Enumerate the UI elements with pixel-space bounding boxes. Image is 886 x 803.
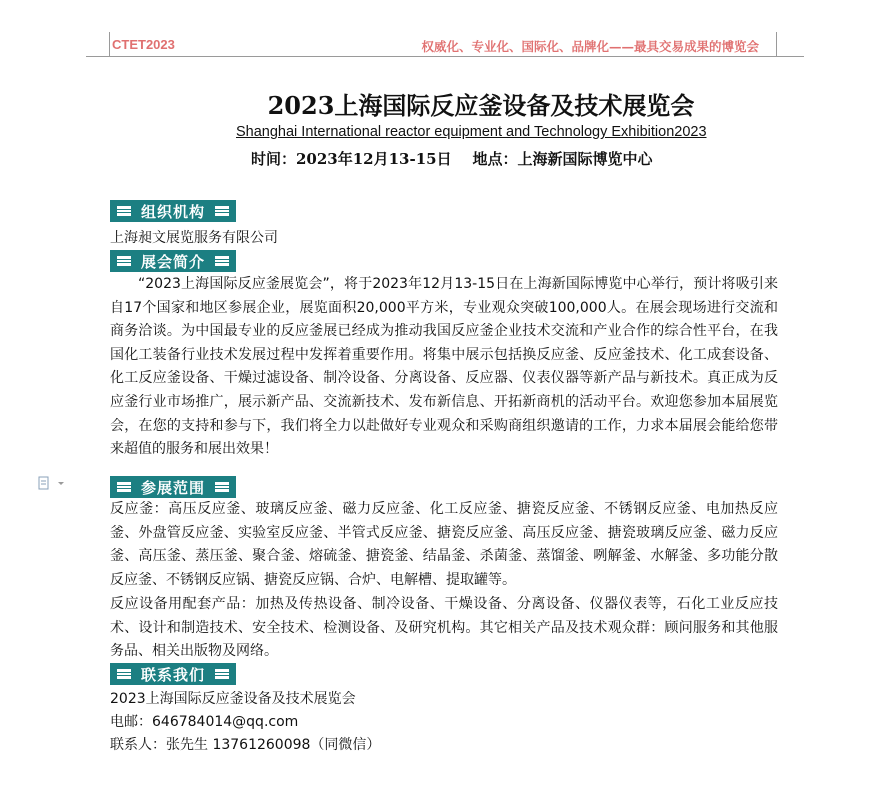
menu-bars-icon [117, 206, 131, 216]
menu-bars-icon [215, 669, 229, 679]
header-brand: CTET2023 [112, 37, 175, 52]
page-subtitle: Shanghai International reactor equipment and Technology Exhibition2023 [236, 124, 707, 140]
menu-bars-icon [215, 482, 229, 492]
section-title: 参展范围 [141, 478, 206, 497]
section-header-organization [110, 200, 236, 222]
intro-paragraph: “2023上海国际反应釜展览会”，将于2023年12月13-15日在上海新国际博览中心举行，预计将吸引来自17个国家和地区参展企业，展览面积20,000平方米，专业观众突破100,000人。在展会现场进行交流和商务洽谈。为中国最专业的反应釜展已经成为推动我国反应釜企业技术交流和产业合作的综合性平台，在我国化工装备行业技术发展过程中发挥着重要作用。将集中展示包括换反应釜、反应釜技术、化工成套设备、化工反应釜设备、干燥过滤设备、制冷设备、分离设备、反应器、仪表仪器等新产品与新技术。真正成为反应釜行业市场推广，展示新产品、交流新技术、发布新信息、开拓新商机的活动平台。欢迎您参加本届展览会，在您的支持和参与下，我们将全力以赴做好专业观众和采购商组织邀请的工作，力求本届展会能给您带来超值的服务和展出效果！ [110, 276, 778, 458]
section-title: 联系我们 [141, 665, 206, 684]
page-header [86, 28, 804, 57]
page-title: 2023上海国际反应釜设备及技术展览会 [267, 91, 695, 120]
scope-reactors-paragraph: 反应釜：高压反应釜、玻璃反应釜、磁力反应釜、化工反应釜、搪瓷反应釜、不锈钢反应釜、电加热反应釜、外盘管反应釜、实验室反应釜、半管式反应釜、搪瓷反应釜、高压反应釜、搪瓷玻璃反应釜、磁力反应釜、高压釜、蒸压釜、聚合釜、熔硫釜、搪瓷釜、结晶釜、杀菌釜、蒸馏釜、咧解釜、水解釜、多功能分散反应釜、不锈钢反应锅、搪瓷反应锅、合炉、电解槽、提取罐等。 [110, 501, 778, 588]
section-header-contact [110, 663, 236, 685]
section-title: 展会简介 [141, 252, 206, 271]
document-options-icon[interactable] [36, 476, 66, 490]
organizer-name: 上海昶文展览服务有限公司 [110, 230, 278, 246]
time-location-line: 时间：2023年12月13-15日 地点：上海新国际博览中心 [251, 150, 653, 168]
header-slogan: 权威化、专业化、国际化、品牌化——最具交易成果的博览会 [421, 39, 759, 54]
section-title: 组织机构 [141, 202, 206, 221]
contact-person: 联系人：张先生 13761260098（同微信） [110, 737, 381, 753]
menu-bars-icon [215, 206, 229, 216]
menu-bars-icon [117, 482, 131, 492]
scope-supporting-paragraph: 反应设备用配套产品：加热及传热设备、制冷设备、干燥设备、分离设备、仪器仪表等，石化工业反应技术、设计和制造技术、安全技术、检测设备、及研究机构。其它相关产品及技术观众群：顾问服务和其他服务品、相关出版物及网络。 [110, 596, 778, 660]
menu-bars-icon [215, 256, 229, 266]
menu-bars-icon [117, 669, 131, 679]
section-header-intro [110, 250, 236, 272]
header-corner-mark-right [776, 32, 777, 56]
header-corner-mark-left [109, 32, 110, 56]
section-header-scope [110, 476, 236, 498]
menu-bars-icon [117, 256, 131, 266]
contact-exhibition-name: 2023上海国际反应釜设备及技术展览会 [110, 691, 356, 707]
contact-email: 电邮：646784014@qq.com [110, 714, 299, 730]
